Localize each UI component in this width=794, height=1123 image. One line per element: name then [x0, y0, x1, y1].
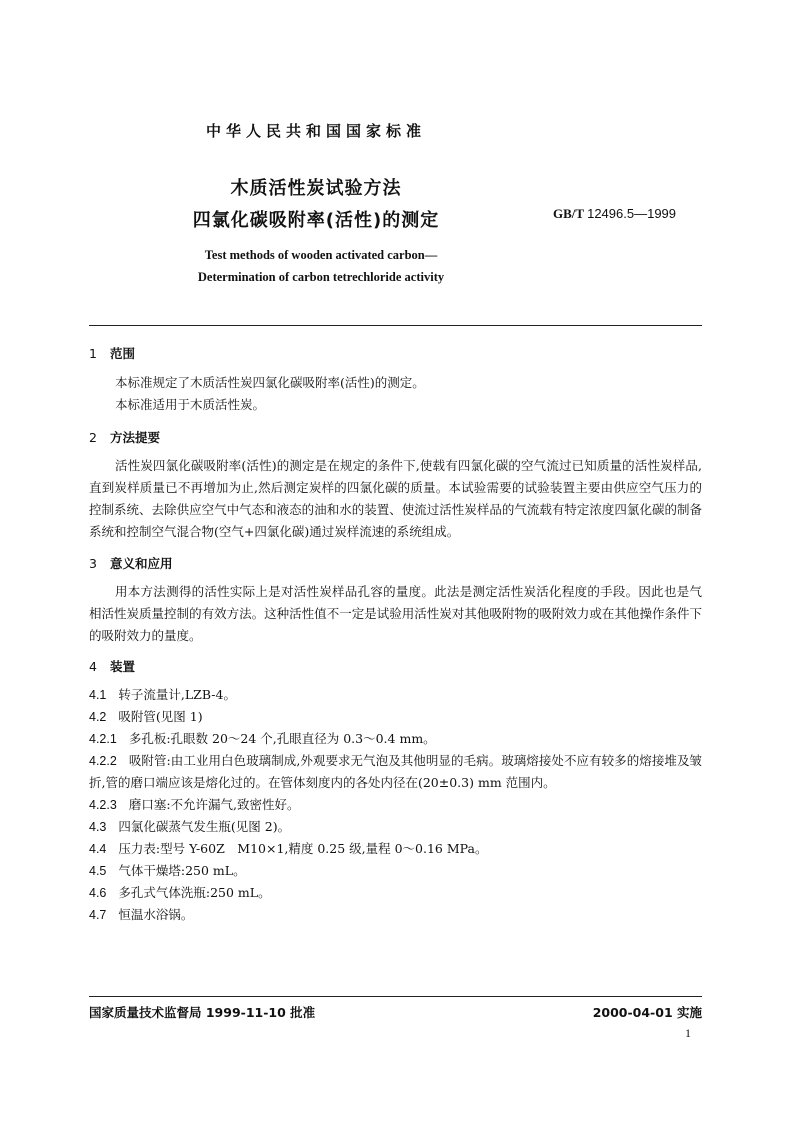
list-item: 4.2.2 吸附管:由工业用白色玻璃制成,外观要求无气泡及其他明显的毛病。玻璃熔接处不应有较多的熔接堆及皱折,管的磨口端应该是熔化过的。在管体刻度内的各处内径在(20±0.3) mm 范围内。	[89, 753, 702, 790]
section-3-heading	[89, 554, 173, 572]
section-2-body	[89, 455, 702, 543]
list-item: 4.4 压力表:型号 Y-60Z M10×1,精度 0.25 级,量程 0～0.16 MPa。	[89, 841, 488, 856]
section-1-heading	[89, 344, 135, 362]
list-item: 4.6 多孔式气体洗瓶:250 mL。	[89, 885, 271, 900]
section-2-heading	[89, 428, 160, 446]
section-3-paragraph-1: 用本方法测得的活性实际上是对活性炭样品孔容的量度。此法是测定活性炭活化程度的手段。因此也是气相活性炭质量控制的有效方法。这种活性值不一定是试验用活性炭对其他吸附物的吸附效力或在其他操作条件下的吸附效力的量度。	[89, 584, 702, 643]
list-item: 4.1 转子流量计,LZB-4。	[89, 687, 236, 702]
section-2-title: 方法提要	[110, 430, 161, 445]
section-1-title: 范围	[110, 346, 136, 361]
section-2-paragraph-1: 活性炭四氯化碳吸附率(活性)的测定是在规定的条件下,使载有四氯化碳的空气流过已知质量的活性炭样品,直到炭样质量已不再增加为止,然后测定炭样的四氯化碳的质量。本试验需要的试验装置主要由供应空气压力的控制系统、去除供应空气中气态和液态的油和水的装置、使流过活性炭样品的气流载有特定浓度四氯化碳的制备系统和控制空气混合物(空气+四氯化碳)通过炭样流速的系统组成。	[89, 458, 702, 539]
section-1-paragraph-2: 本标准适用于木质活性炭。	[115, 397, 266, 412]
section-1-paragraph-1: 本标准规定了木质活性炭四氯化碳吸附率(活性)的测定。	[115, 375, 425, 390]
section-3-title: 意义和应用	[110, 556, 173, 571]
list-item: 4.5 气体干燥塔:250 mL。	[89, 863, 246, 878]
document-title-line1: 木质活性炭试验方法	[230, 178, 402, 199]
section-4-number: 4	[89, 659, 97, 674]
standard-code-number: 12496.5—1999	[587, 206, 677, 221]
english-title-line2: Determination of carbon tetrechloride activity	[197, 270, 445, 284]
page-number: 1	[685, 1026, 691, 1040]
list-item: 4.2 吸附管(见图 1)	[89, 709, 203, 724]
english-title-line1: Test methods of wooden activated carbon—	[204, 248, 438, 262]
list-item: 4.2.3 磨口塞:不允许漏气,致密性好。	[89, 797, 300, 812]
standard-code	[553, 206, 676, 222]
effective-date: 2000-04-01 实施	[592, 1005, 702, 1020]
section-4-heading	[89, 657, 135, 675]
document-title-line2: 四氯化碳吸附率(活性)的测定	[192, 210, 440, 231]
header-divider	[89, 325, 702, 326]
standard-category-title: 中华人民共和国国家标准	[205, 122, 426, 140]
approval-line: 国家质量技术监督局 1999-11-10 批准	[89, 1005, 316, 1020]
list-item: 4.3 四氯化碳蒸气发生瓶(见图 2)。	[89, 819, 291, 834]
section-4-title: 装置	[110, 659, 136, 674]
standard-code-prefix: GB/T	[553, 206, 584, 221]
section-3-number: 3	[89, 556, 97, 571]
list-item: 4.7 恒温水浴锅。	[89, 907, 194, 922]
section-1-body	[89, 372, 702, 416]
list-item: 4.2.1 多孔板:孔眼数 20～24 个,孔眼直径为 0.3～0.4 mm。	[89, 731, 436, 746]
section-1-number: 1	[89, 346, 97, 361]
section-3-body	[89, 581, 702, 647]
footer-divider	[89, 996, 702, 997]
section-2-number: 2	[89, 430, 97, 445]
